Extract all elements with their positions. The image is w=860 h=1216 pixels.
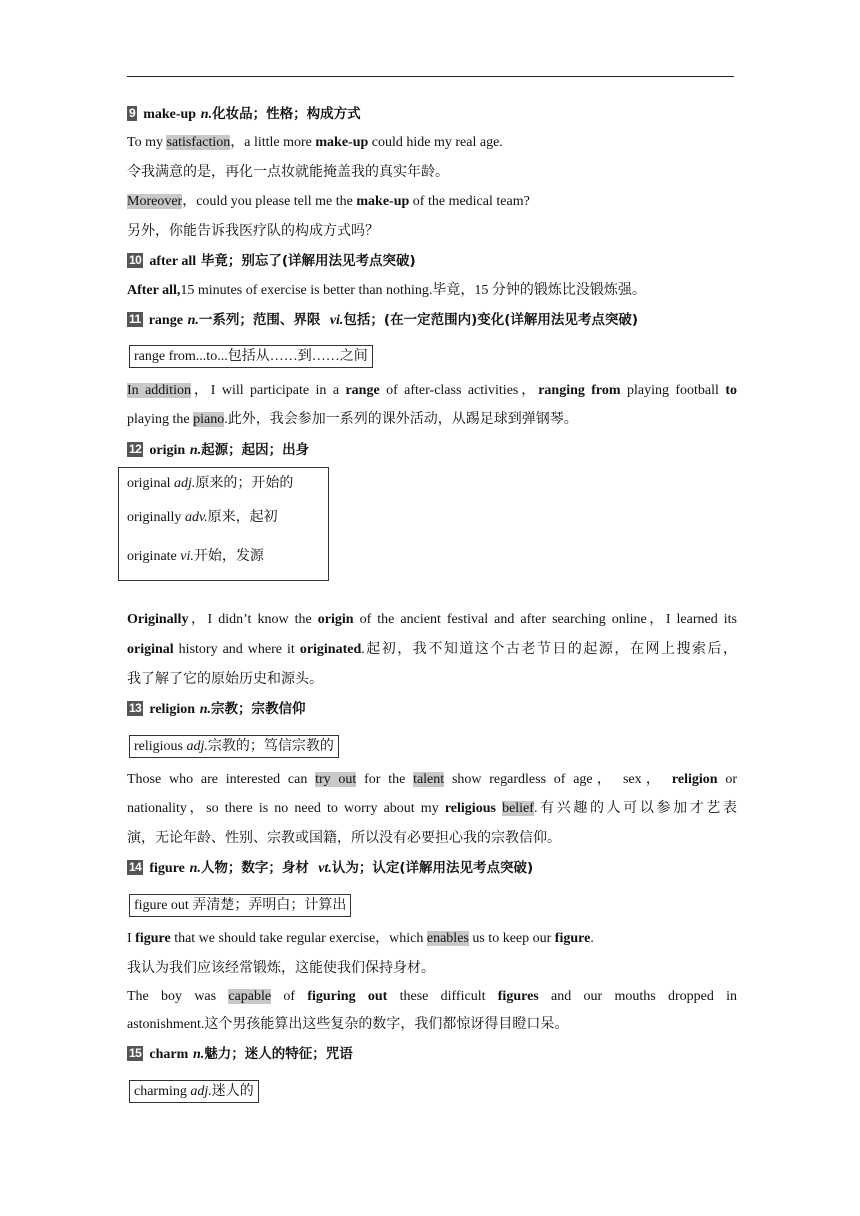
phrase-box: figure out 弄清楚；弄明白；计算出 bbox=[129, 894, 351, 917]
example-sentence: I figure that we should take regular exercise，which enables us to keep our figure. bbox=[127, 931, 594, 946]
highlighted-word: Moreover bbox=[127, 194, 183, 209]
example-sentence: Originally，I didn’t know the origin of the ancient festival and after searching online，I learned its bbox=[127, 612, 737, 627]
highlighted-word: piano bbox=[193, 412, 225, 427]
example-sentence: astonishment.这个男孩能算出这些复杂的数字，我们都惊讶得目瞪口呆。 bbox=[127, 1017, 569, 1032]
word-family-item: originate vi.开始，发源 bbox=[127, 549, 264, 564]
example-translation: 我认为我们应该经常锻炼，这能使我们保持身材。 bbox=[127, 960, 435, 976]
entry-heading-make-up: 9 make-up n.化妆品；性格；构成方式 bbox=[129, 106, 361, 122]
entry-number-badge: 14 bbox=[129, 860, 142, 874]
entry-heading-charm: 15 charm n.魅力；迷人的特征；咒语 bbox=[129, 1046, 353, 1062]
entry-number-badge: 9 bbox=[129, 106, 136, 120]
example-translation: 演，无论年龄、性别、宗教或国籍，所以没有必要担心我的宗教信仰。 bbox=[127, 830, 561, 846]
example-sentence: In addition，I will participate in a range of after-class activities，ranging from playing football to bbox=[127, 383, 738, 398]
entry-number-badge: 11 bbox=[129, 312, 141, 326]
highlighted-word: talent bbox=[413, 772, 445, 787]
highlighted-word: belief bbox=[502, 801, 534, 816]
highlighted-word: capable bbox=[228, 989, 272, 1004]
phrase-box: charming adj.迷人的 bbox=[129, 1080, 259, 1103]
entry-heading-figure: 14 figure n.人物；数字；身材 vt.认为；认定(详解用法见考点突破) bbox=[129, 860, 534, 876]
example-translation: 令我满意的是，再化一点妆就能掩盖我的真实年龄。 bbox=[127, 164, 449, 180]
word-family-item: originally adv.原来，起初 bbox=[127, 510, 278, 525]
example-sentence: Those who are interested can try out for the talent show regardless of age， sex， religion or bbox=[127, 772, 737, 787]
example-sentence: original history and where it originated.起初，我不知道这个古老节日的起源，在网上搜索后， bbox=[127, 642, 737, 657]
highlighted-word: In addition bbox=[127, 383, 191, 398]
highlighted-word: try out bbox=[315, 772, 357, 787]
example-sentence: Moreover，could you please tell me the make-up of the medical team? bbox=[127, 194, 530, 209]
header-rule bbox=[127, 76, 734, 77]
word-family-box bbox=[118, 467, 329, 581]
entry-number-badge: 15 bbox=[129, 1046, 142, 1060]
entry-number-badge: 12 bbox=[129, 442, 142, 456]
phrase-box: range from...to...包括从……到……之间 bbox=[129, 345, 373, 368]
entry-heading-origin: 12 origin n.起源；起因；出身 bbox=[129, 442, 310, 458]
word-family-item: original adj.原来的；开始的 bbox=[127, 476, 294, 491]
entry-number-badge: 13 bbox=[129, 701, 142, 715]
example-translation: 我了解了它的原始历史和源头。 bbox=[127, 671, 323, 687]
example-sentence: The boy was capable of figuring out these difficult figures and our mouths dropped in bbox=[127, 989, 737, 1004]
entry-heading-religion: 13 religion n.宗教；宗教信仰 bbox=[129, 701, 306, 717]
example-sentence: After all,15 minutes of exercise is better than nothing.毕竟，15 分钟的锻炼比没锻炼强。 bbox=[127, 283, 646, 298]
entry-number-badge: 10 bbox=[129, 253, 142, 267]
entry-heading-after-all: 10 after all 毕竟；别忘了(详解用法见考点突破) bbox=[129, 253, 416, 269]
phrase-box: religious adj.宗教的；笃信宗教的 bbox=[129, 735, 339, 758]
highlighted-word: satisfaction bbox=[166, 135, 231, 150]
entry-heading-range: 11 range n.一系列；范围、界限 vi.包括；(在一定范围内)变化(详解用法见考点突破) bbox=[129, 312, 639, 328]
example-sentence: nationality，so there is no need to worry about my religious belief.有兴趣的人可以参加才艺表 bbox=[127, 801, 738, 816]
example-translation: 另外，你能告诉我医疗队的构成方式吗？ bbox=[127, 223, 379, 239]
example-sentence: playing the piano.此外，我会参加一系列的课外活动，从踢足球到弹钢琴。 bbox=[127, 412, 578, 427]
highlighted-word: enables bbox=[426, 931, 469, 946]
example-sentence: To my satisfaction，a little more make-up could hide my real age. bbox=[127, 135, 503, 150]
